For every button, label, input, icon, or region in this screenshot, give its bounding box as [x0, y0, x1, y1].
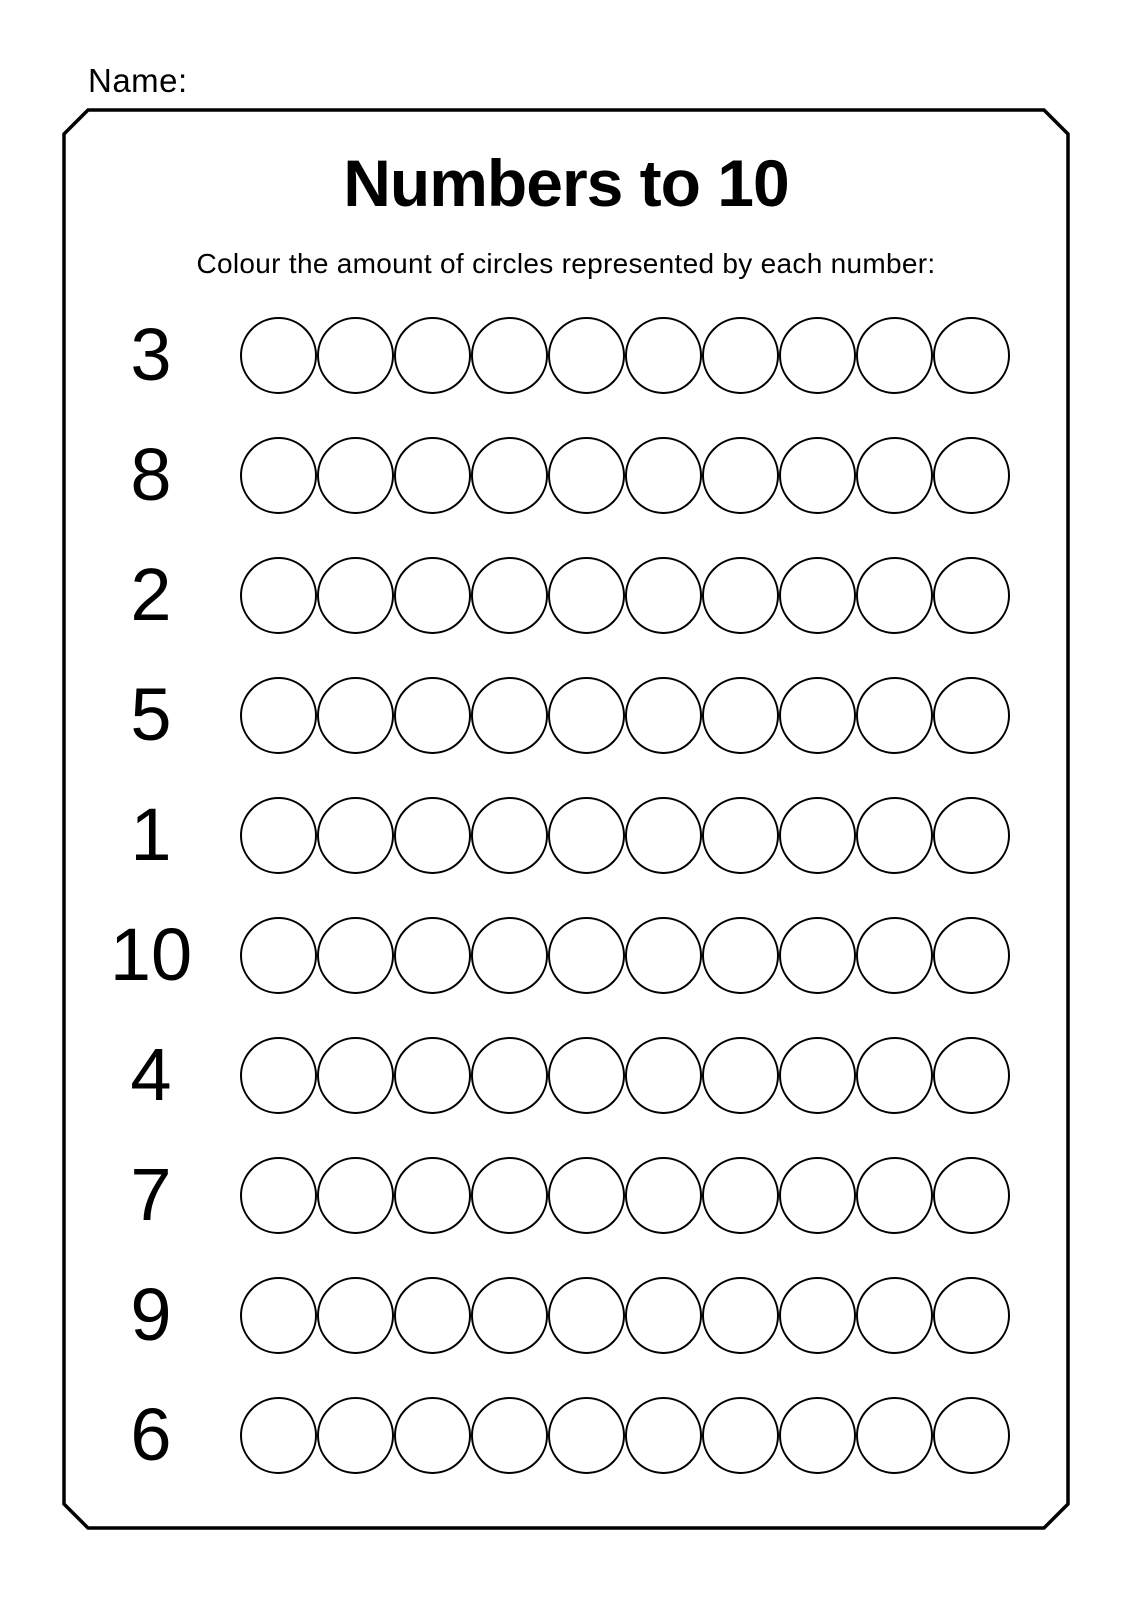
circle-row — [240, 797, 1010, 874]
colorable-circle-outline — [779, 917, 856, 994]
colorable-circle-outline — [625, 917, 702, 994]
colorable-circle-outline — [471, 1037, 548, 1114]
colorable-circle-outline — [702, 317, 779, 394]
colorable-circle-outline — [856, 1277, 933, 1354]
colorable-circle-outline — [240, 917, 317, 994]
row-number-label: 9 — [130, 1273, 172, 1356]
circle-row — [240, 677, 1010, 754]
colorable-circle-outline — [240, 797, 317, 874]
worksheet-row — [62, 1033, 1070, 1116]
colorable-circle-outline — [317, 437, 394, 514]
colorable-circle-outline — [625, 437, 702, 514]
colorable-circle-outline — [779, 1157, 856, 1234]
colorable-circle-outline — [317, 1037, 394, 1114]
colorable-circle-outline — [856, 1157, 933, 1234]
colorable-circle-outline — [702, 1157, 779, 1234]
worksheet-frame — [62, 108, 1070, 1530]
rows-container — [62, 313, 1070, 1476]
colorable-circle-outline — [394, 677, 471, 754]
colorable-circle-outline — [548, 1037, 625, 1114]
colorable-circle-outline — [856, 437, 933, 514]
colorable-circle-outline — [625, 317, 702, 394]
colorable-circle-outline — [317, 677, 394, 754]
colorable-circle-outline — [702, 437, 779, 514]
row-number-label: 10 — [109, 913, 193, 996]
colorable-circle-outline — [394, 1157, 471, 1234]
row-number-label: 4 — [130, 1033, 172, 1116]
colorable-circle-outline — [856, 1037, 933, 1114]
colorable-circle-outline — [702, 917, 779, 994]
colorable-circle-outline — [548, 317, 625, 394]
row-number-label: 6 — [130, 1393, 172, 1476]
colorable-circle-outline — [471, 797, 548, 874]
circle-row — [240, 437, 1010, 514]
colorable-circle-outline — [394, 797, 471, 874]
colorable-circle-outline — [779, 557, 856, 634]
worksheet-row — [62, 793, 1070, 876]
worksheet-row — [62, 1153, 1070, 1236]
colorable-circle-outline — [240, 437, 317, 514]
colorable-circle-outline — [933, 1397, 1010, 1474]
circle-row — [240, 1157, 1010, 1234]
colorable-circle-outline — [548, 677, 625, 754]
row-number-label: 5 — [130, 673, 172, 756]
colorable-circle-outline — [317, 917, 394, 994]
colorable-circle-outline — [625, 1037, 702, 1114]
colorable-circle-outline — [702, 1037, 779, 1114]
colorable-circle-outline — [933, 437, 1010, 514]
colorable-circle-outline — [933, 797, 1010, 874]
row-number-label: 1 — [130, 793, 172, 876]
colorable-circle-outline — [394, 437, 471, 514]
circle-row — [240, 917, 1010, 994]
colorable-circle-outline — [471, 1277, 548, 1354]
colorable-circle-outline — [240, 677, 317, 754]
colorable-circle-outline — [856, 797, 933, 874]
colorable-circle-outline — [856, 1397, 933, 1474]
colorable-circle-outline — [856, 917, 933, 994]
colorable-circle-outline — [702, 557, 779, 634]
colorable-circle-outline — [625, 1397, 702, 1474]
name-label: Name: — [88, 62, 188, 99]
colorable-circle-outline — [471, 917, 548, 994]
colorable-circle-outline — [779, 797, 856, 874]
colorable-circle-outline — [394, 1277, 471, 1354]
row-number-label: 2 — [130, 553, 172, 636]
colorable-circle-outline — [240, 1157, 317, 1234]
worksheet-row — [62, 1273, 1070, 1356]
colorable-circle-outline — [471, 317, 548, 394]
colorable-circle-outline — [317, 797, 394, 874]
colorable-circle-outline — [779, 1037, 856, 1114]
colorable-circle-outline — [240, 1037, 317, 1114]
colorable-circle-outline — [625, 1277, 702, 1354]
worksheet-title: Numbers to 10 — [343, 146, 789, 220]
worksheet-row — [62, 673, 1070, 756]
colorable-circle-outline — [779, 1277, 856, 1354]
colorable-circle-outline — [779, 1397, 856, 1474]
colorable-circle-outline — [702, 677, 779, 754]
colorable-circle-outline — [240, 557, 317, 634]
colorable-circle-outline — [933, 1277, 1010, 1354]
colorable-circle-outline — [933, 1157, 1010, 1234]
colorable-circle-outline — [779, 677, 856, 754]
colorable-circle-outline — [471, 677, 548, 754]
colorable-circle-outline — [317, 1397, 394, 1474]
colorable-circle-outline — [933, 557, 1010, 634]
colorable-circle-outline — [933, 917, 1010, 994]
colorable-circle-outline — [240, 1397, 317, 1474]
worksheet-row — [62, 913, 1070, 996]
colorable-circle-outline — [625, 677, 702, 754]
row-number-label: 7 — [130, 1153, 172, 1236]
colorable-circle-outline — [856, 557, 933, 634]
colorable-circle-outline — [702, 797, 779, 874]
circle-row — [240, 1037, 1010, 1114]
circle-row — [240, 557, 1010, 634]
row-number-label: 3 — [130, 313, 172, 396]
colorable-circle-outline — [933, 677, 1010, 754]
colorable-circle-outline — [548, 797, 625, 874]
circle-row — [240, 1397, 1010, 1474]
colorable-circle-outline — [317, 317, 394, 394]
colorable-circle-outline — [856, 317, 933, 394]
colorable-circle-outline — [240, 317, 317, 394]
colorable-circle-outline — [471, 1397, 548, 1474]
colorable-circle-outline — [856, 677, 933, 754]
colorable-circle-outline — [317, 557, 394, 634]
colorable-circle-outline — [625, 797, 702, 874]
colorable-circle-outline — [317, 1277, 394, 1354]
row-number-label: 8 — [130, 433, 172, 516]
colorable-circle-outline — [394, 1397, 471, 1474]
colorable-circle-outline — [548, 1397, 625, 1474]
circle-row — [240, 1277, 1010, 1354]
colorable-circle-outline — [779, 317, 856, 394]
colorable-circle-outline — [933, 1037, 1010, 1114]
colorable-circle-outline — [625, 1157, 702, 1234]
colorable-circle-outline — [394, 317, 471, 394]
colorable-circle-outline — [702, 1277, 779, 1354]
colorable-circle-outline — [548, 917, 625, 994]
worksheet-row — [62, 433, 1070, 516]
instruction-text: Colour the amount of circles represented by each number: — [196, 248, 936, 279]
colorable-circle-outline — [625, 557, 702, 634]
colorable-circle-outline — [702, 1397, 779, 1474]
colorable-circle-outline — [548, 437, 625, 514]
colorable-circle-outline — [240, 1277, 317, 1354]
circle-row — [240, 317, 1010, 394]
worksheet-row — [62, 1393, 1070, 1476]
worksheet-row — [62, 553, 1070, 636]
colorable-circle-outline — [548, 557, 625, 634]
colorable-circle-outline — [779, 437, 856, 514]
colorable-circle-outline — [933, 317, 1010, 394]
colorable-circle-outline — [394, 557, 471, 634]
colorable-circle-outline — [394, 1037, 471, 1114]
colorable-circle-outline — [548, 1277, 625, 1354]
colorable-circle-outline — [471, 437, 548, 514]
colorable-circle-outline — [471, 557, 548, 634]
colorable-circle-outline — [317, 1157, 394, 1234]
colorable-circle-outline — [471, 1157, 548, 1234]
colorable-circle-outline — [548, 1157, 625, 1234]
colorable-circle-outline — [394, 917, 471, 994]
worksheet-row — [62, 313, 1070, 396]
